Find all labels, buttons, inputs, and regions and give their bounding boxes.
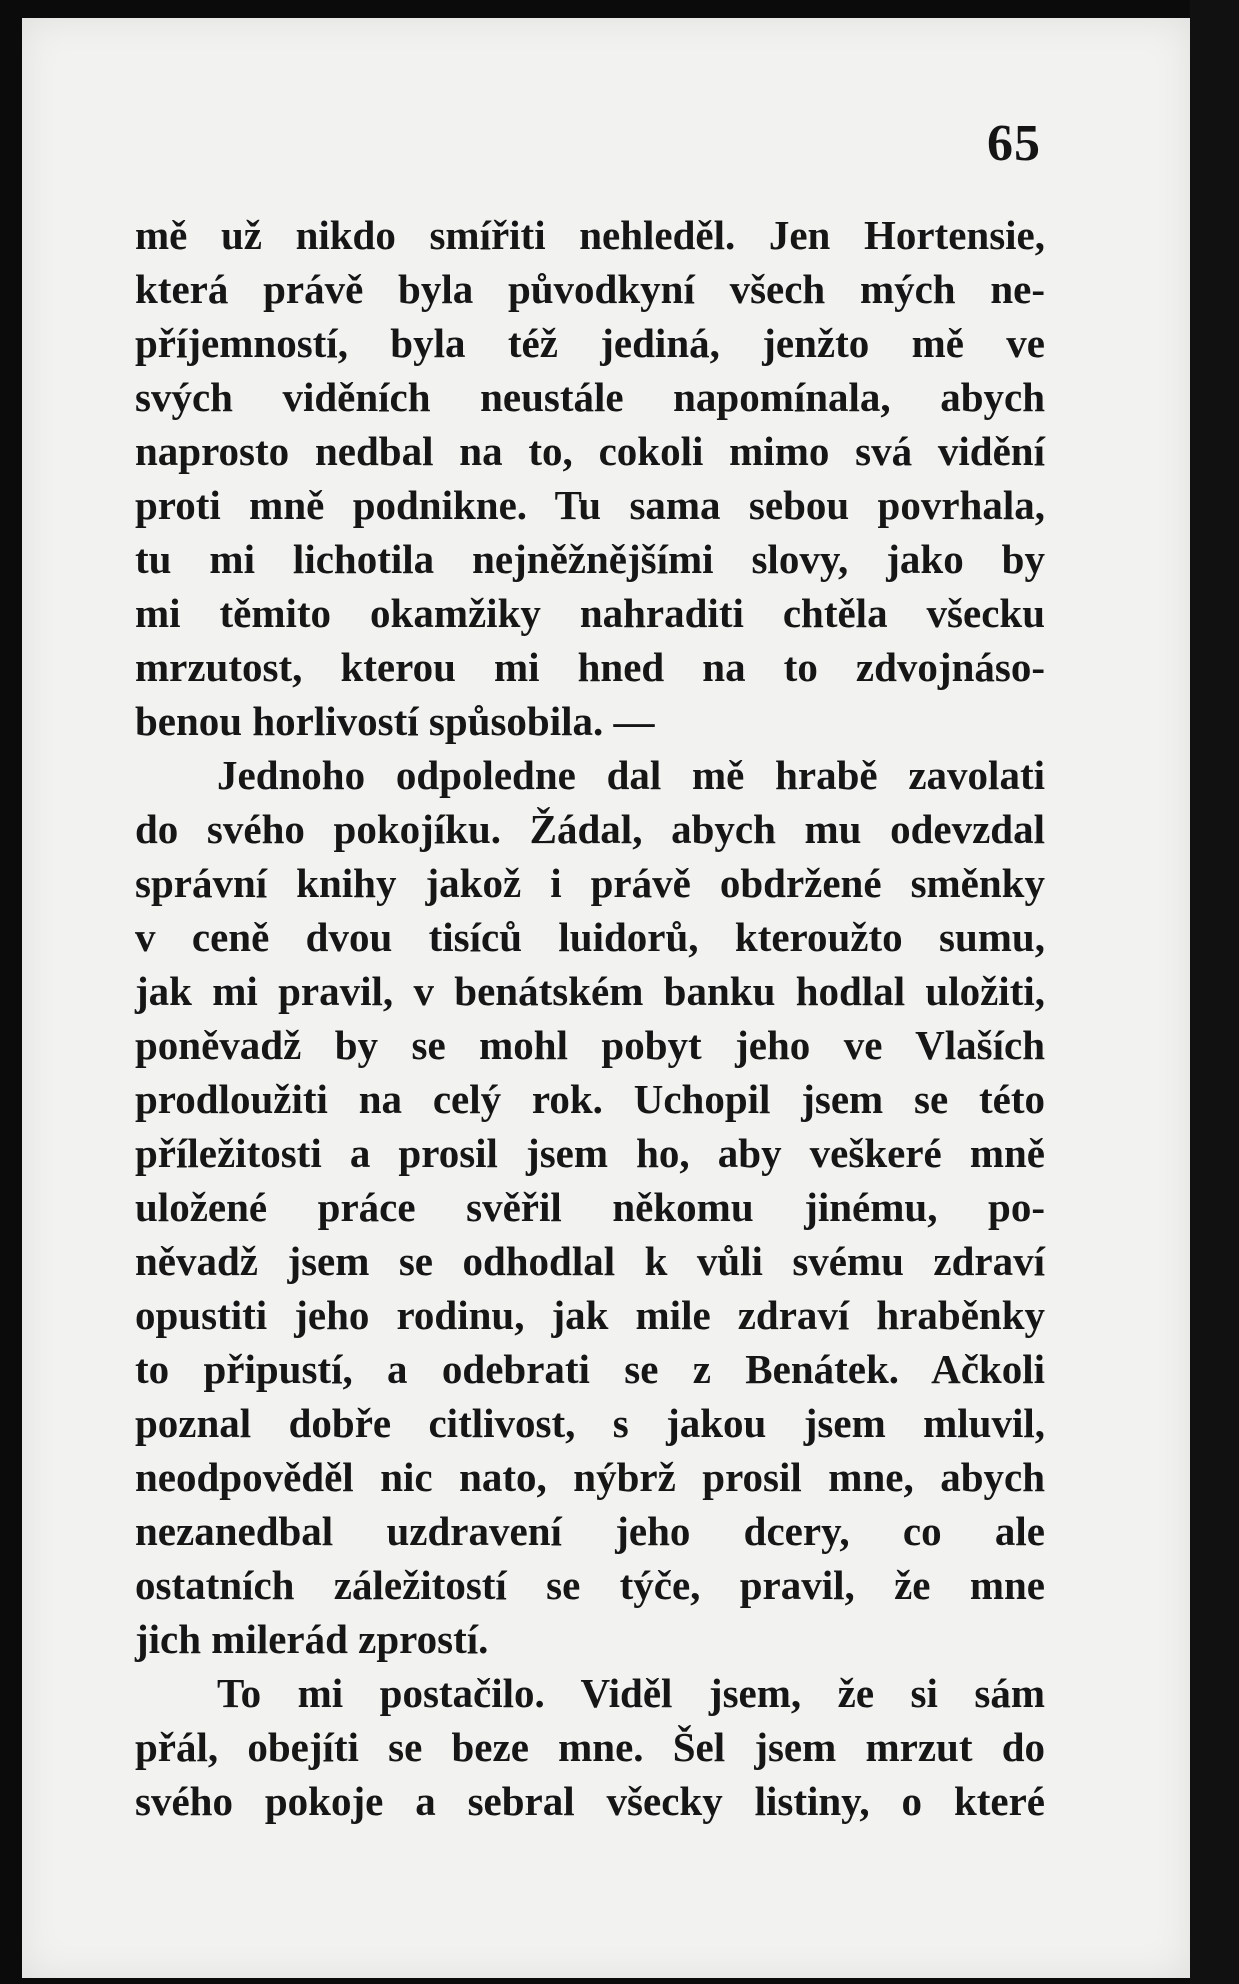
text-line: jak mi pravil, v benátském banku hodlal uložiti,	[135, 968, 1045, 1014]
text-line: to připustí, a odebrati se z Benátek. Ačkoli	[135, 1346, 1045, 1392]
text-line: správní knihy jakož i právě obdržené směnky	[135, 860, 1045, 906]
text-line: mě už nikdo smířiti nehleděl. Jen Hortensie,	[135, 212, 1045, 258]
text-line: která právě byla původkyní všech mých ne-	[135, 266, 1045, 312]
text-line: do svého pokojíku. Žádal, abych mu odevzdal	[135, 806, 1045, 852]
text-line: mrzutost, kterou mi hned na to zdvojnáso-	[135, 644, 1045, 690]
paragraph-first-line: Jednoho odpoledne dal mě hrabě zavolati	[217, 752, 1045, 798]
text-line: přál, obejíti se beze mne. Šel jsem mrzut do	[135, 1724, 1045, 1770]
text-line: tu mi lichotila nejněžnějšími slovy, jako by	[135, 536, 1045, 582]
text-line: poněvadž by se mohl pobyt jeho ve Vlaších	[135, 1022, 1045, 1068]
text-line: příjemností, byla též jediná, jenžto mě ve	[135, 320, 1045, 366]
text-line: mi těmito okamžiky nahraditi chtěla všecku	[135, 590, 1045, 636]
text-line: neodpověděl nic nato, nýbrž prosil mne, abych	[135, 1454, 1045, 1500]
text-line: uložené práce svěřil někomu jinému, po-	[135, 1184, 1045, 1230]
text-line: příležitosti a prosil jsem ho, aby veškeré mně	[135, 1130, 1045, 1176]
text-line: nezanedbal uzdravení jeho dcery, co ale	[135, 1508, 1045, 1554]
text-line: svého pokoje a sebral všecky listiny, o které	[135, 1778, 1045, 1824]
book-page	[22, 18, 1190, 1978]
paragraph-first-line: To mi postačilo. Viděl jsem, že si sám	[217, 1670, 1045, 1716]
text-line: opustiti jeho rodinu, jak mile zdraví hraběnky	[135, 1292, 1045, 1338]
text-line: jich milerád zprostí.	[135, 1616, 489, 1662]
text-line: v ceně dvou tisíců luidorů, kteroužto sumu,	[135, 914, 1045, 960]
page-number: 65	[987, 115, 1041, 172]
text-line: poznal dobře citlivost, s jakou jsem mluvil,	[135, 1400, 1045, 1446]
text-line: prodloužiti na celý rok. Uchopil jsem se této	[135, 1076, 1045, 1122]
text-line: naprosto nedbal na to, cokoli mimo svá vidění	[135, 428, 1045, 474]
text-line: proti mně podnikne. Tu sama sebou povrhala,	[135, 482, 1045, 528]
scan-border	[1190, 0, 1239, 1984]
text-line: svých viděních neustále napomínala, abych	[135, 374, 1045, 420]
text-line: benou horlivostí spůsobila. —	[135, 698, 655, 744]
text-line: ostatních záležitostí se týče, pravil, že mne	[135, 1562, 1045, 1608]
text-line: něvadž jsem se odhodlal k vůli svému zdraví	[135, 1238, 1045, 1284]
